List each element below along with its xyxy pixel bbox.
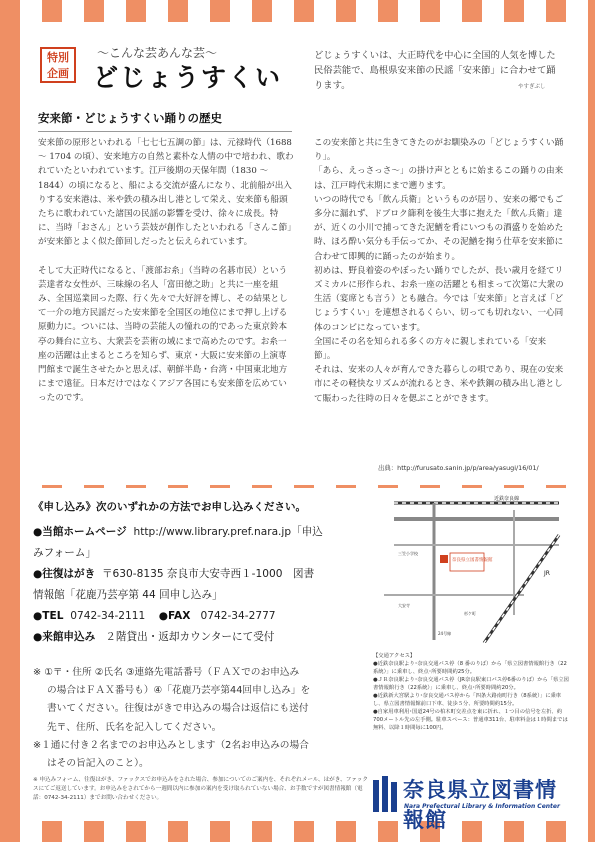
badge-line-1: 特別	[47, 51, 69, 64]
note-line: 書いてください。往復はがきで申込みの場合は返信にも送付	[47, 703, 309, 715]
map-label-school: 三笠小学校	[398, 551, 418, 556]
note-line: はその旨記入のこと）。	[47, 758, 149, 770]
map-label-sugigacho: 杉ケ町	[464, 611, 476, 616]
counter-label: ●来館申込み	[33, 631, 96, 643]
history-paragraph: 「あら、えっさっさ〜」の掛け声とともに始まるこの踊りの由来は、江戸時代末期にまで遡ります。	[314, 166, 564, 191]
library-name-english: Nara Prefectural Library & Information Center	[404, 803, 560, 810]
homepage-url-cont: みフォーム」	[33, 547, 97, 559]
access-line: ●近鉄新大宮駅より･奈良交通バス停から「四条大路南町行き（8系統）」に乗車し、県立図書情報館前口下車、徒歩５分、所要時間約15分。	[373, 693, 562, 707]
history-paragraph: そして大正時代になると、「渡部お糸」（当時の名碁市民）という芸達者な女性が、三味線の名人「富田徳之助」と共に一座を組み、全国巡業回った際、行く先々で大好評を博し、その結果として一介の地方民謡だった安来節を全国区の地位にまで押し上げる原動力に。ついには、当時の芸能人の憧れの的であった東京鈴本亭の舞台に立ち、大衆芸を芸術の域にまで高めたのです。お糸一座の活躍は止まるところを知らず、東京・大阪に安来節の上演専門館まで誕生させたかと思えば、朝鮮半島・台湾・中国東北地方にまで遠征。日本だけではなくアジア各国にも安来節を広めていったのです。	[38, 265, 288, 404]
history-paragraph: 初めは、野良着姿のやぼったい踊りでしたが、長い歳月を経てリズミカルに形作られ、お糸一座の活躍とも相まって次第に大衆の生活（宴席とも言う）とも融合。今では「安来節」と言えば「どじょうすくい」を連想されるくらい、切っても切れない、一心同体のコンビになっています。	[314, 265, 564, 333]
tel-number: 0742-34-2111	[70, 610, 146, 622]
counter-text: ２階貸出・返却カウンターにて受付	[105, 631, 275, 643]
note-line: ※ ①〒・住所 ②氏名 ③連絡先電話番号（ＦＡＸでのお申込み	[33, 667, 300, 678]
note-line: の場合はＦＡＸ番号も）④「花鹿乃芸亭第44回申し込み」を	[47, 685, 311, 697]
access-info	[373, 652, 570, 732]
badge-line-2: 企画	[47, 67, 69, 80]
map-label-library: 奈良県立図書情報館	[452, 558, 493, 563]
history-paragraph: この安来節と共に生きてきたのがお馴染みの「どじょうすくい踊り」。	[314, 138, 564, 163]
subtitle: 〜こんな芸あんな芸〜	[97, 46, 218, 60]
application-methods	[33, 522, 363, 648]
library-logo	[373, 774, 571, 832]
access-line: ●ＪＲ奈良駅より･奈良交通バス停（JR奈良駅東口バス停6番のりば）から「県立図書情報館行き（22系統）」に乗車し、終点･所要時間約20分。	[373, 677, 569, 691]
map-label-route24: 24号線	[438, 631, 452, 636]
homepage-label: ●当館ホームページ	[33, 526, 127, 538]
library-name: 奈良県立図書情報館	[403, 778, 557, 832]
library-marker	[440, 555, 448, 563]
history-left-column	[38, 136, 294, 420]
history-paragraph: 安来節の原形といわれる「七七七五調の節」は、元禄時代（1688 〜 1704 の頃）、安来地方の自然と素朴な人情の中で培われ、歌われていたといわれています。江戸後期の天保年間（1830 〜 1844）の頃になると、船による交流が盛んになり、北前船が出入りする安来港は、米や鉄の積み出し港として栄え、安来節も船頭たちに歌われていた諸国の民謡の影響を受け、徐々に成長。特に、当時「おさん」という芸妓が創作したといわれる「さんこ節」が安来節とよく似た節回しだったと伝えられています。	[38, 138, 294, 248]
history-heading: 安来節・どじょうすくい踊りの歴史	[38, 110, 292, 132]
footnote: ※ 申込みフォーム、往復はがき、ファックスでお申込みをされた場合、参加についてのご案内を、それぞれメール、はがき、ファックスにてご返送しています。お申込みをされてから一週間以内に参加の案内を受け取られていない場合、お手数ですが図書情報館（電話：0742-34-2111）までお問い合わせください。	[33, 777, 368, 801]
special-feature-badge	[40, 47, 76, 83]
history-right-column	[314, 136, 564, 406]
history-paragraph: 全国にその名を知られる多くの方々に親しまれている「安来節」。	[314, 336, 547, 362]
tel-label: ●TEL	[33, 610, 64, 622]
access-line: ●自家用車利用･国道24号の柏木町交差点を東に折れ、１つ目の信号を左折、約700メートル先の左手側。駐車スペース：普通車311台、駐車料金は１時間までは無料、以降１時間毎に100円。	[373, 709, 568, 731]
map-label-station: 近鉄奈良線	[494, 496, 520, 502]
application-notes	[33, 664, 363, 773]
ruby-reading: やすぎぶし	[518, 84, 546, 90]
map-label-jr: JR	[544, 570, 550, 577]
library-logo-icon	[373, 776, 399, 812]
history-paragraph: いつの時代でも「飲ん兵衛」というものが居り、安来の郷でもご多分に漏れず、ドブロク篩利を後生大事に抱えた「飲ん兵衛」達が、近くの小川で捕ってきた泥鰌を肴にいつもの酒盛りを始めた時、ほろ酔い気分も手伝ってか、その泥鰌を掬う仕草を安来節に合わせて即興的に踊ったのが始まり。	[314, 194, 564, 262]
fax-number: 0742-34-2777	[200, 610, 276, 622]
postcard-address-cont: 情報館「花鹿乃芸亭第 44 回申し込み」	[33, 589, 223, 601]
page-title: どじょうすくい	[93, 63, 283, 92]
postcard-address: 〒630-8135 奈良市大安寺西１-1000 図書	[101, 568, 315, 580]
intro-text: どじょうすくいは、大正時代を中心に全国的人気を博した民俗芸能で、島根県安来節の民謡「安来節」に合わせて踊ります。	[314, 50, 556, 91]
note-line: 先〒、住所、氏名を記入してください。	[47, 721, 222, 733]
map-label-daianji: 大安寺	[398, 603, 410, 608]
access-line: ●近鉄奈良駅より･奈良交通バス停（8 番のりば）から「県立図書情報館行き（22系統）」に乗車し、終点･所要時間約25分。	[373, 661, 567, 675]
fax-label: ●FAX	[158, 610, 191, 622]
application-heading: 《申し込み》次のいずれかの方法でお申し込みください。	[33, 501, 306, 513]
history-paragraph: それは、安来の人々が育んできた暮らしの唄であり、現在の安来市にその軽快なリズムが流れるとき、米や鉄鋼の積み出し港として賑わった往時の日々を偲ぶことができます。	[314, 365, 564, 404]
note-line: ※１通に付き２名までのお申込みとします（2名お申込みの場合	[33, 739, 309, 751]
homepage-url[interactable]: http://www.library.pref.nara.jp「申込	[133, 526, 323, 538]
source-citation: 出典：http://furusato.sanin.jp/p/area/yasugi/16/01/	[378, 464, 539, 472]
access-map	[374, 495, 566, 643]
postcard-label: ●往復はがき	[33, 568, 96, 580]
access-title: 【交通アクセス】	[373, 653, 416, 659]
